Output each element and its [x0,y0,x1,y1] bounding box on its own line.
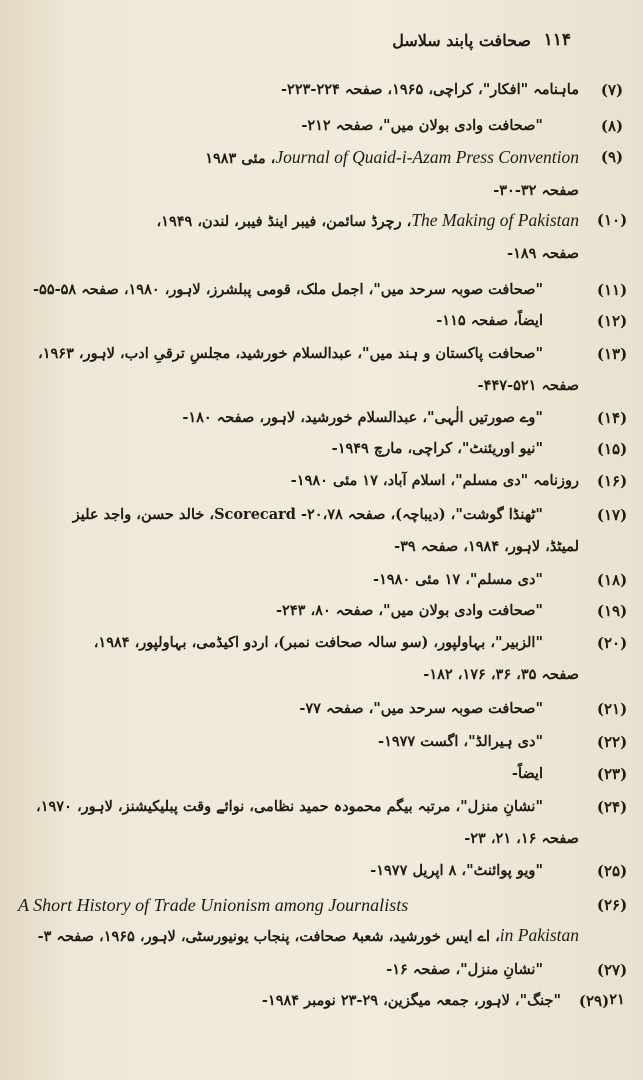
footnote [18,78,624,102]
footnote-latin-title: A Short History of Trade Unionism among Journalists [18,895,409,915]
footnote-number: (۱۹) [596,602,628,620]
running-head-title: صحافت پابند سلاسل [392,31,531,50]
footnote-number: (۲۰) [596,634,628,652]
footnote-number: (۲۶) [596,896,628,914]
footnote-line: "نشانِ منزل"، صفحہ ۱۶- [386,961,543,978]
page-number: ۱۱۴ [543,30,571,50]
footnote-line: صفحہ ۱۶، ۲۱، ۲۳- [464,830,579,847]
footnote-number: (۱۶) [596,472,628,490]
footnote [18,958,628,982]
footnote-line: "نیو اوریئنٹ"، کراچی، مارچ ۱۹۴۹- [331,440,543,457]
footnote-number: (۱۴) [596,409,628,427]
footnote [18,342,628,398]
footnote-number: (۲۴) [596,798,628,816]
page-header [0,30,643,54]
footnote-latin-title: in Pakistan [499,925,579,945]
footnote [18,893,628,949]
footnote-number: (۲۵) [596,862,628,880]
footnote-number: (۱۰) [596,211,628,229]
footnote [18,469,628,493]
footnote [18,631,628,687]
footnote-urdu-text: ، رچرڈ سائمن، فیبر اینڈ فیبر، لندن، ۱۹۴۹، [156,213,412,230]
footnote-line: صفحہ ۵۲۱-۴۴۷- [477,377,579,394]
footnote-line: "الزبیر"، بہاولپور، (سو سالہ صحافت نمبر)، اردو اکیڈمی، بہاولپور، ۱۹۸۴، [93,634,543,651]
footnote-line: ماہنامہ "افکار"، کراچی، ۱۹۶۵، صفحہ ۲۲۴-۲۲۳- [281,81,579,98]
footnote-line: "وے صورتیں الٰہی"، عبدالسلام خورشید، لاہور، صفحہ ۱۸۰- [182,409,543,426]
footnote-line: "صحافت پاکستان و ہند میں"، عبدالسلام خورشید، مجلسِ ترقیِ ادب، لاہور، ۱۹۶۳، [38,345,543,362]
footnote-line: روزنامہ "دی مسلم"، اسلام آباد، ۱۷ مئی ۱۹۸۰- [290,472,579,489]
footnote [18,278,628,302]
footnote [18,309,628,333]
footnote-urdu-text: ، اے ایس خورشید، شعبۂ صحافت، پنجاب یونیورسٹی، لاہور، ۱۹۶۵، صفحہ ۳- [37,928,500,945]
footnote [18,114,624,138]
footnote-number: (۱۵) [596,440,628,458]
footnote [18,795,628,851]
footnote-number: (۸) [600,117,624,135]
footnote [18,697,628,721]
footnote [18,503,628,559]
footnote-urdu-text: ، مئی ۱۹۸۳ [205,150,276,167]
footnote-line: "نشانِ منزل"، مرتبہ بیگم محمودہ حمید نظامی، نوائے وقت پبلیکیشنز، لاہور، ۱۹۷۰، [36,798,543,815]
footnote-number: (۱۲) [596,312,628,330]
footnote-number: (۲۳) [596,765,628,783]
footnote [18,568,628,592]
footnote-number: (۱۱) [596,281,628,299]
footnote [18,762,628,786]
footnote-line: "صحافت صوبہ سرحد میں"، اجمل ملک، قومی پبلشرز، لاہور، ۱۹۸۰، صفحہ ۵۸-۵۵- [33,281,543,298]
footnote-number: (۲۲) [596,733,628,751]
footnote-line: "صحافت وادی بولان میں"، صفحہ ۸۰، ۲۴۳- [276,602,543,619]
footnote [18,989,610,1013]
footnote [18,145,624,203]
footnote-latin-title: The Making of Pakistan [411,210,579,230]
footnote-line: صفحہ ۳۵، ۳۶، ۱۷۶، ۱۸۲- [423,666,579,683]
footnote-line: "دی مسلم"، ۱۷ مئی ۱۹۸۰- [373,571,543,588]
footnote-line: "صحافت وادی بولان میں"، صفحہ ۲۱۲- [301,117,543,134]
footnote-number: (۱۷) [596,506,628,524]
footnote [18,406,628,430]
footnote-number: (۱۳) [596,345,628,363]
footnote-line [18,923,579,949]
footnote-line [18,145,579,171]
footnote-number: (۱۸) [596,571,628,589]
footnote-line: "دی ہیرالڈ"، اگست ۱۹۷۷- [378,733,543,750]
footnote-line: "ویو پوائنٹ"، ۸ اپریل ۱۹۷۷- [370,862,543,879]
footnote-latin-title: Journal of Quaid-i-Azam Press Convention [275,147,579,167]
footnote-line [18,208,579,234]
footnote-number: (۷) [600,81,624,99]
footnote [18,730,628,754]
footnote [18,437,628,461]
footnote-line: ایضاً، صفحہ ۱۱۵- [436,312,543,329]
footnote-line: صفحہ ۱۸۹- [507,245,579,262]
footnote-number: (۲۱) [596,700,628,718]
footnote-line: صفحہ ۳۲-۳۰- [493,182,579,199]
footnote-line: "ٹھنڈا گوشت"، (دیباچہ)، صفحہ ۲۰،۷۸- Scorecard، خالد حسن، واجد علیز [72,506,543,523]
footnote [18,599,628,623]
footnote-number: (۹) [600,148,624,166]
footnote-line: "صحافت صوبہ سرحد میں"، صفحہ ۷۷- [299,700,543,717]
footnote-number: (۲۷) [596,961,628,979]
note-prefix-number: ۲۱ [609,991,625,1008]
footnote [18,859,628,883]
footnote-line: لمیٹڈ، لاہور، ۱۹۸۴، صفحہ ۳۹- [394,538,579,555]
footnote-line: "جنگ"، لاہور، جمعہ میگزین، ۲۹-۲۳ نومبر ۱۹۸۴- [261,992,561,1009]
footnote-number: (۲۹) [578,992,610,1010]
footnote [18,208,628,266]
footnote-line: ایضاً- [511,765,543,782]
